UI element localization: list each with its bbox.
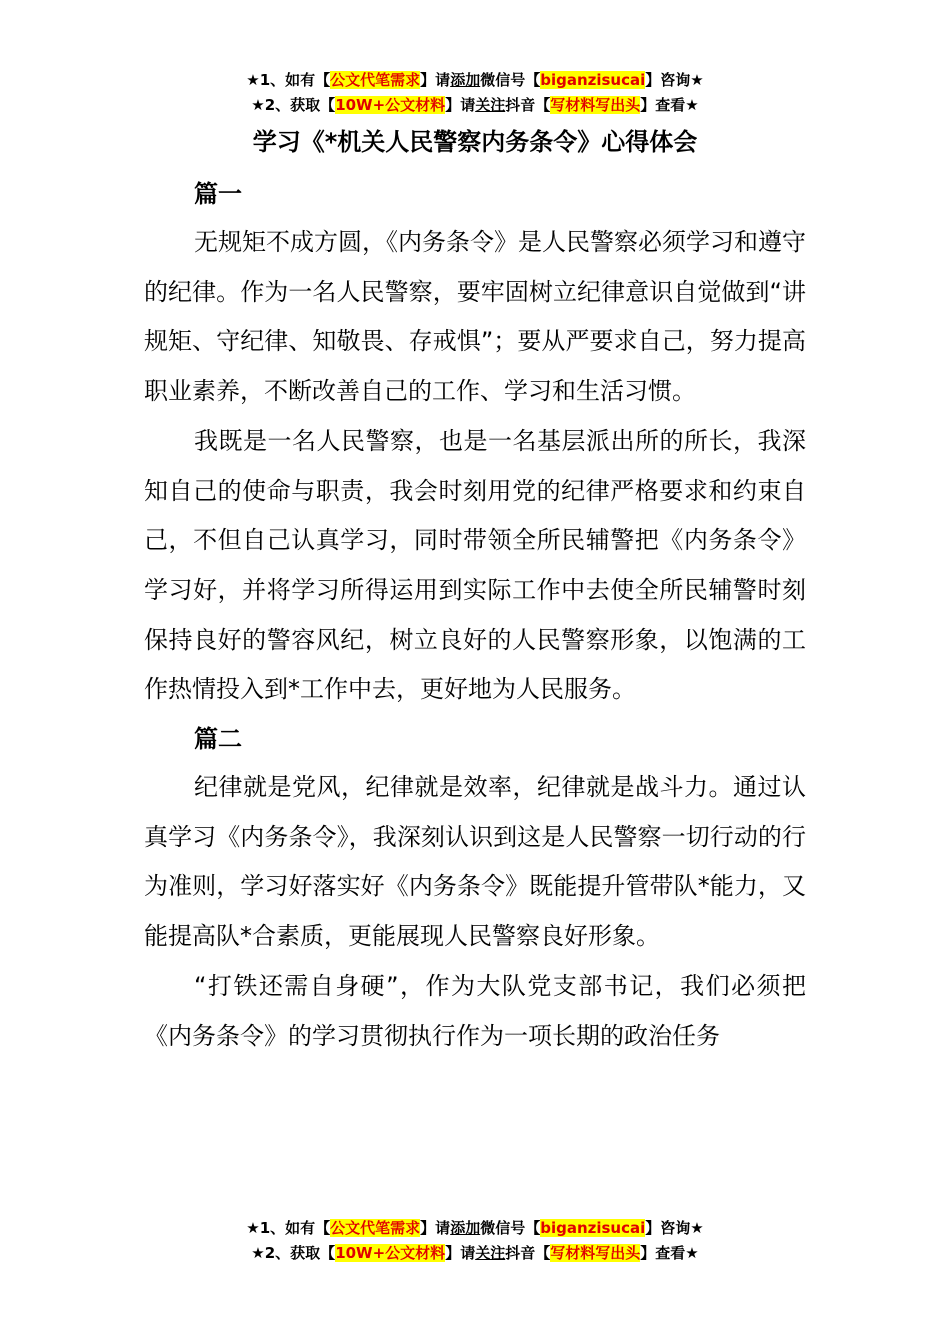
banner-highlight: 10W+公文材料 <box>335 96 446 114</box>
banner-highlight: biganzisucai <box>540 71 646 89</box>
paragraph: 无规矩不成方圆，《内务条令》是人民警察必须学习和遵守的纪律。作为一名人民警察，要牢固树立纪律意识自觉做到“讲规矩、守纪律、知敬畏、存戒惧”；要从严要求自己，努力提高职业素养，不断改善自己的工作、学习和生活习惯。 <box>144 228 806 406</box>
banner-text: 】请 <box>445 1244 476 1262</box>
banner-line-2 <box>0 1241 950 1266</box>
banner-text: 抖音【 <box>505 96 551 114</box>
banner-underlined: 关注 <box>475 1244 506 1262</box>
banner-highlight: 公文代笔需求 <box>330 71 421 89</box>
banner-text: 】查看★ <box>640 1244 699 1262</box>
section-heading: 篇二 <box>194 725 242 754</box>
banner-underlined: 添加 <box>450 71 481 89</box>
banner-text: 微信号【 <box>480 71 541 89</box>
banner-text: 】请 <box>420 1219 451 1237</box>
banner-highlight: 写材料写出头 <box>550 1244 641 1262</box>
footer-banner <box>0 1216 950 1266</box>
banner-highlight: 写材料写出头 <box>550 96 641 114</box>
banner-text: 】查看★ <box>640 96 699 114</box>
banner-underlined: 关注 <box>475 96 506 114</box>
banner-text: ★1、如有【 <box>246 1219 331 1237</box>
banner-text: ★1、如有【 <box>246 71 331 89</box>
banner-text: 微信号【 <box>480 1219 541 1237</box>
banner-highlight: biganzisucai <box>540 1219 646 1237</box>
banner-underlined: 添加 <box>450 1219 481 1237</box>
banner-text: 】咨询★ <box>645 1219 704 1237</box>
paragraph: 纪律就是党风，纪律就是效率，纪律就是战斗力。通过认真学习《内务条令》，我深刻认识到这是人民警察一切行动的行为准则，学习好落实好《内务条令》既能提升管带队*能力，又能提高队*合素质，更能展现人民警察良好形象。 <box>144 773 806 951</box>
banner-highlight: 10W+公文材料 <box>335 1244 446 1262</box>
banner-text: 】请 <box>445 96 476 114</box>
banner-text: ★2、获取【 <box>251 96 336 114</box>
paragraph: 我既是一名人民警察，也是一名基层派出所的所长，我深知自己的使命与职责，我会时刻用党的纪律严格要求和约束自己，不但自己认真学习，同时带领全所民辅警把《内务条令》学习好，并将学习所得运用到实际工作中去使全所民辅警时刻保持良好的警容风纪，树立良好的人民警察形象，以饱满的工作热情投入到*工作中去，更好地为人民服务。 <box>144 426 806 704</box>
banner-highlight: 公文代笔需求 <box>330 1219 421 1237</box>
banner-text: 】请 <box>420 71 451 89</box>
banner-text: 】咨询★ <box>645 71 704 89</box>
banner-line-2 <box>0 93 950 118</box>
banner-text: 抖音【 <box>505 1244 551 1262</box>
header-banner <box>0 68 950 118</box>
banner-text: ★2、获取【 <box>251 1244 336 1262</box>
paragraph: “打铁还需自身硬”，作为大队党支部书记，我们必须把《内务条令》的学习贯彻执行作为一项长期的政治任务 <box>144 971 806 1050</box>
section-heading: 篇一 <box>194 180 242 208</box>
banner-line-1 <box>0 1216 950 1241</box>
document-body <box>144 170 806 1061</box>
banner-line-1 <box>0 68 950 93</box>
document-title: 学习《*机关人民警察内务条令》心得体会 <box>252 128 698 156</box>
